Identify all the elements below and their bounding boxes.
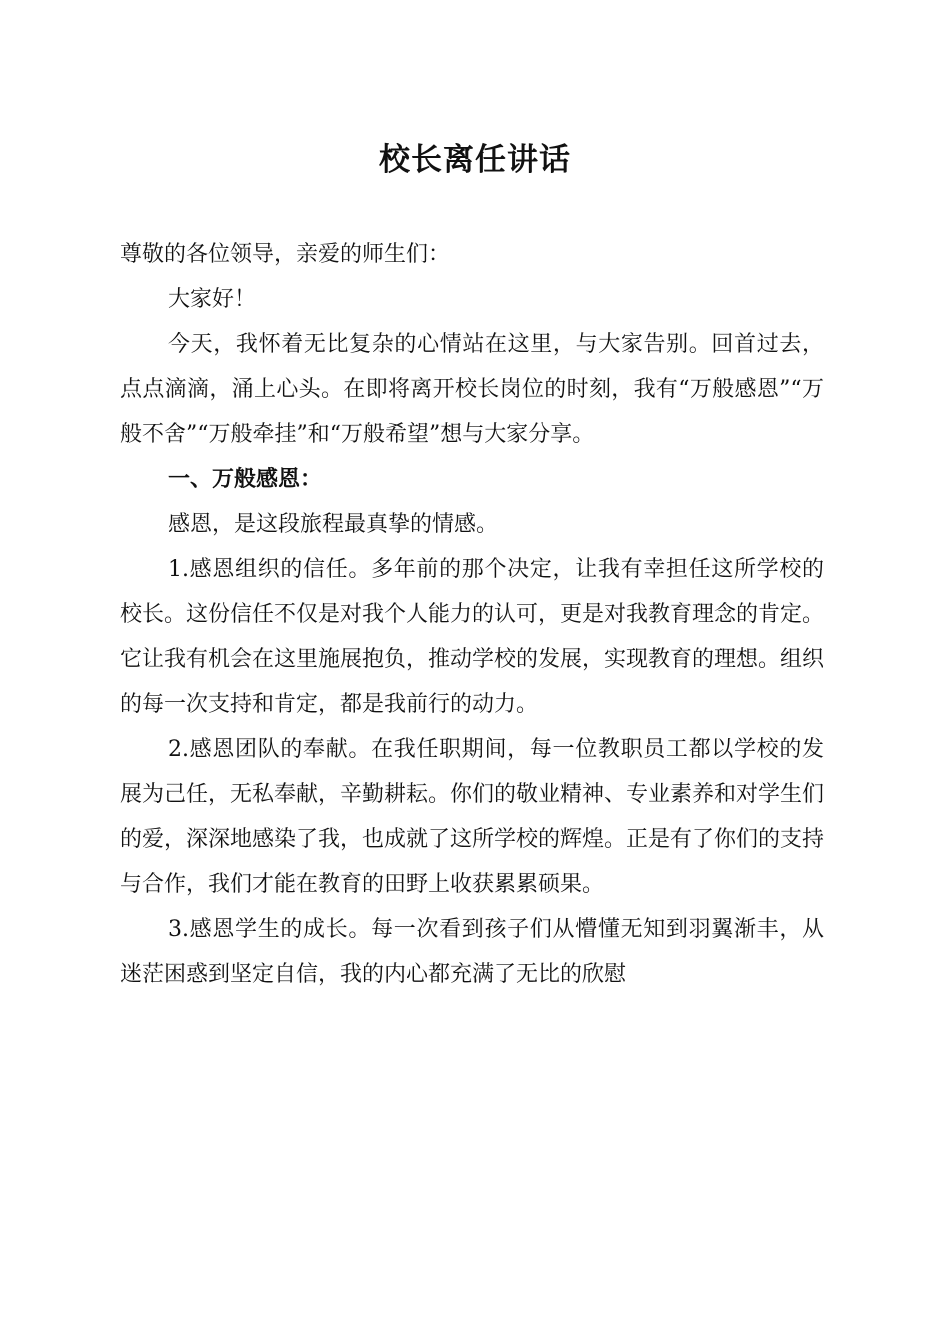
point-paragraph-2: 2.感恩团队的奉献。在我任职期间，每一位教职员工都以学校的发展为己任，无私奉献，辛勤耕耘。你们的敬业精神、专业素养和对学生们的爱，深深地感染了我，也成就了这所学校的辉煌。正是有了你们的支持与合作，我们才能在教育的田野上收获累累硕果。 [120,737,825,897]
section-heading: 一、万般感恩： [168,467,323,492]
document-body [120,232,824,997]
opening-paragraph: 今天，我怀着无比复杂的心情站在这里，与大家告别。回首过去，点点滴滴，涌上心头。在即将离开校长岗位的时刻，我有“万般感恩”“万般不舍”“万般牵挂”和“万般希望”想与大家分享。 [120,332,824,447]
greeting: 大家好！ [168,287,257,312]
section-intro: 感恩，是这段旅程最真挚的情感。 [168,512,499,537]
point-paragraph-3: 3.感恩学生的成长。每一次看到孩子们从懵懂无知到羽翼渐丰，从迷茫困惑到坚定自信，我的内心都充满了无比的欣慰 [120,917,824,987]
salutation: 尊敬的各位领导，亲爱的师生们： [120,242,451,267]
point-paragraph-1: 1.感恩组织的信任。多年前的那个决定，让我有幸担任这所学校的校长。这份信任不仅是对我个人能力的认可，更是对我教育理念的肯定。它让我有机会在这里施展抱负，推动学校的发展，实现教育的理想。组织的每一次支持和肯定，都是我前行的动力。 [120,557,825,717]
document-title: 校长离任讲话 [379,142,571,178]
